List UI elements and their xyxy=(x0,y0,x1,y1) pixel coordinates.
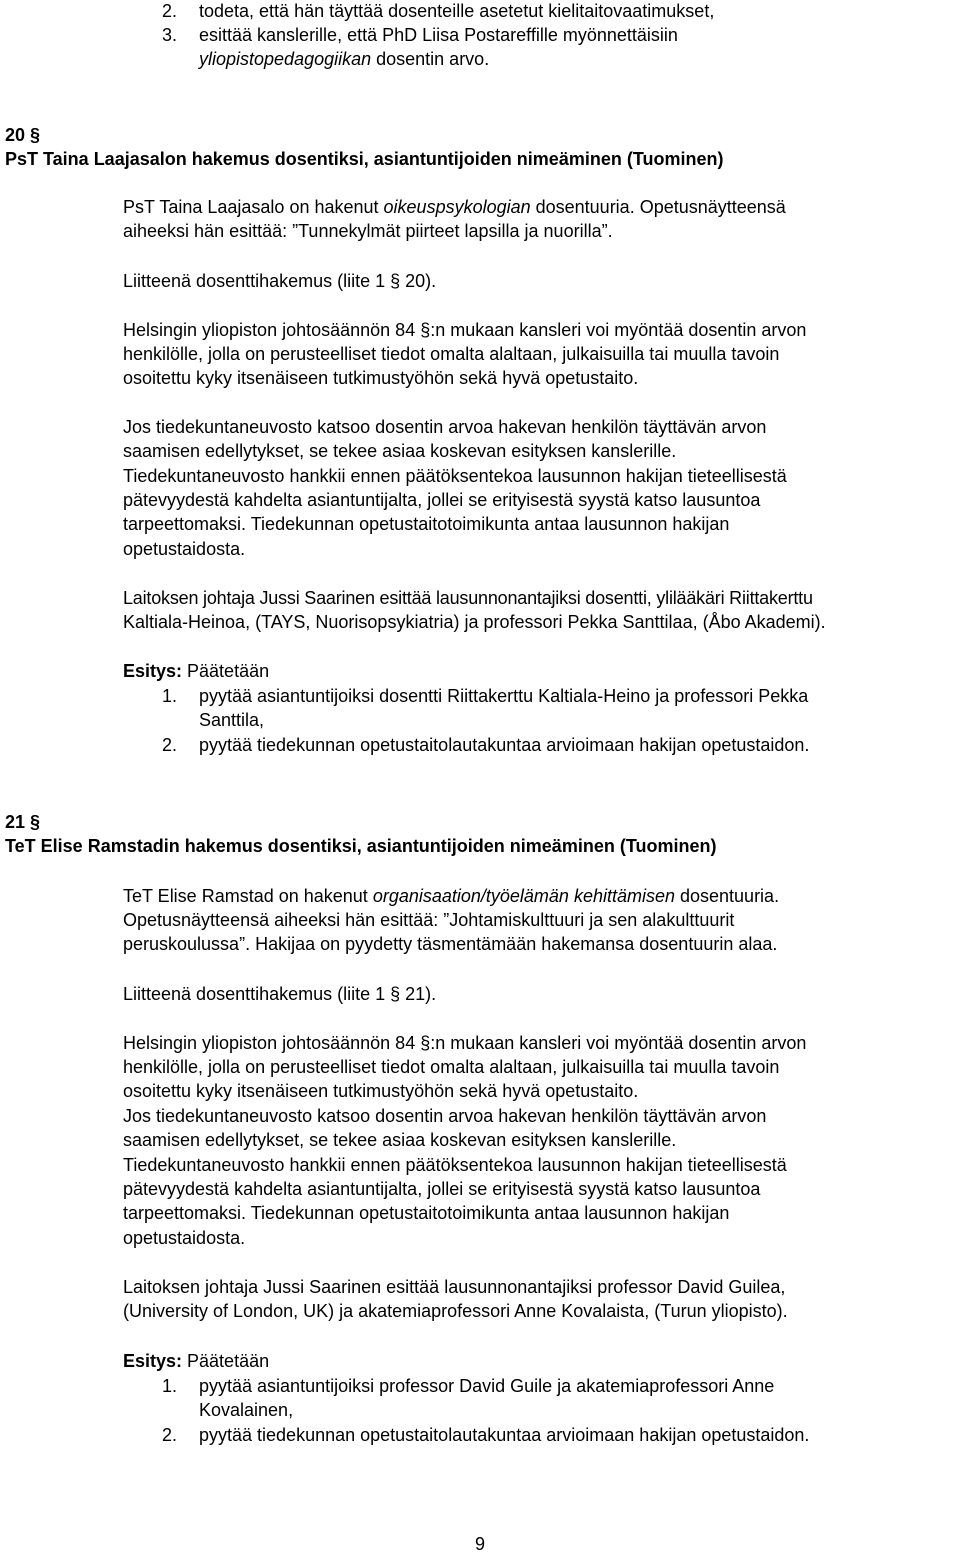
carryover-item-3-italic: yliopistopedagogiikan xyxy=(199,49,372,69)
section-20-attachment: Liitteenä dosenttihakemus (liite 1 § 20). xyxy=(123,271,437,291)
section-20-intro: PsT Taina Laajasalo on hakenut oikeuspsykologian dosentuuria. Opetusnäytteensä xyxy=(123,197,786,217)
section-20-item-1-text: Santtila, xyxy=(199,710,265,730)
section-21-number: 21 § xyxy=(5,812,41,832)
section-21-intro-line-3: peruskoulussa”. Hakijaa on pyydetty täsmentämään hakemansa dosentuurin alaa. xyxy=(123,934,778,954)
section-21-esitys: Esitys: Päätetään xyxy=(123,1351,270,1371)
section-21-proposal-line: Laitoksen johtaja Jussi Saarinen esittää lausunnonantajiksi professor David Guilea, xyxy=(123,1277,786,1297)
section-20-proposal-line: Kaltiala-Heinoa, (TAYS, Nuorisopsykiatria) ja professori Pekka Santtilaa, (Åbo Akademi). xyxy=(123,612,826,632)
section-20-council-line: saamisen edellytykset, se tekee asiaa koskevan esityksen kanslerille. xyxy=(123,441,677,461)
section-21-attachment: Liitteenä dosenttihakemus (liite 1 § 21). xyxy=(123,984,437,1004)
page-number: 9 xyxy=(474,1534,485,1554)
section-21-rule-line: saamisen edellytykset, se tekee asiaa koskevan esityksen kanslerille. xyxy=(123,1130,677,1150)
section-20-intro-line-2: aiheeksi hän esittää: ”Tunnekylmät piirteet lapsilla ja nuorilla”. xyxy=(123,221,613,241)
section-21-item-1-text: pyytää asiantuntijoiksi professor David Guile ja akatemiaprofessori Anne xyxy=(199,1376,775,1396)
section-21-rule-line: opetustaidosta. xyxy=(123,1228,246,1248)
section-21-esitys-label: Esitys: xyxy=(123,1351,183,1371)
section-21-item-1-text: Kovalainen, xyxy=(199,1400,294,1420)
section-21-rule-line: henkilölle, jolla on perusteelliset tiedot omalta alaltaan, julkaisuilla tai muulla tavoin xyxy=(123,1057,780,1077)
section-20-rule-line: henkilölle, jolla on perusteelliset tiedot omalta alaltaan, julkaisuilla tai muulla tavoin xyxy=(123,344,780,364)
section-21-item-2-number: 2. xyxy=(162,1425,178,1445)
section-20-item-2-text: pyytää tiedekunnan opetustaitolautakuntaa arvioimaan hakijan opetustaidon. xyxy=(199,735,810,755)
section-20-council-line: tarpeettomaksi. Tiedekunnan opetustaitotoimikunta antaa lausunnon hakijan xyxy=(123,514,730,534)
section-20-proposal-line: Laitoksen johtaja Jussi Saarinen esittää lausunnonantajiksi dosentti, ylilääkäri Riittakerttu xyxy=(123,588,813,608)
section-20-council-line: opetustaidosta. xyxy=(123,539,246,559)
carryover-item-2-text: todeta, että hän täyttää dosenteille asetetut kielitaitovaatimukset, xyxy=(199,1,715,21)
section-21-intro: TeT Elise Ramstad on hakenut organisaation/työelämän kehittämisen dosentuuria. xyxy=(123,886,780,906)
section-20-rule-line: Helsingin yliopiston johtosäännön 84 §:n mukaan kansleri voi myöntää dosentin arvon xyxy=(123,320,807,340)
section-20-item-1-text: pyytää asiantuntijoiksi dosentti Riittakerttu Kaltiala-Heino ja professori Pekka xyxy=(199,686,809,706)
section-21-proposal-line: (University of London, UK) ja akatemiaprofessori Anne Kovalaista, (Turun yliopisto). xyxy=(123,1301,788,1321)
section-21-item-1-number: 1. xyxy=(162,1376,178,1396)
section-20-title: PsT Taina Laajasalon hakemus dosentiksi, asiantuntijoiden nimeäminen (Tuominen) xyxy=(5,149,724,169)
section-21-rule-line: Tiedekuntaneuvosto hankkii ennen päätöksentekoa lausunnon hakijan tieteellisestä xyxy=(123,1155,787,1175)
section-20-number: 20 § xyxy=(5,125,41,145)
carryover-item-3-number: 3. xyxy=(162,25,178,45)
section-21-intro-line-2: Opetusnäytteensä aiheeksi hän esittää: ”Johtamiskulttuuri ja sen alakulttuurit xyxy=(123,910,735,930)
section-20-rule-line: osoitettu kyky itsenäiseen tutkimustyöhön sekä hyvä opetustaito. xyxy=(123,368,639,388)
carryover-item-3-continuation xyxy=(199,48,489,70)
section-20-item-2-number: 2. xyxy=(162,735,178,755)
section-21-rule-line: Jos tiedekuntaneuvosto katsoo dosentin arvoa hakevan henkilön täyttävän arvon xyxy=(123,1106,767,1126)
section-21-rule-line: osoitettu kyky itsenäiseen tutkimustyöhön sekä hyvä opetustaito. xyxy=(123,1081,639,1101)
section-20-council-line: Tiedekuntaneuvosto hankkii ennen päätöksentekoa lausunnon hakijan tieteellisestä xyxy=(123,466,787,486)
section-20-esitys: Esitys: Päätetään xyxy=(123,661,270,681)
section-21-rule-line: tarpeettomaksi. Tiedekunnan opetustaitotoimikunta antaa lausunnon hakijan xyxy=(123,1203,730,1223)
section-20-council-line: pätevyydestä kahdelta asiantuntijalta, jollei se erityisestä syystä katso lausuntoa xyxy=(123,490,761,510)
section-21-item-2-text: pyytää tiedekunnan opetustaitolautakuntaa arvioimaan hakijan opetustaidon. xyxy=(199,1425,810,1445)
section-20-esitys-label: Esitys: xyxy=(123,661,183,681)
section-21-title: TeT Elise Ramstadin hakemus dosentiksi, asiantuntijoiden nimeäminen (Tuominen) xyxy=(5,836,717,856)
carryover-item-3-text: esittää kanslerille, että PhD Liisa Postareffille myönnettäisiin xyxy=(199,25,678,45)
section-20-council-line: Jos tiedekuntaneuvosto katsoo dosentin arvoa hakevan henkilön täyttävän arvon xyxy=(123,417,767,437)
section-21-rule-line: Helsingin yliopiston johtosäännön 84 §:n mukaan kansleri voi myöntää dosentin arvon xyxy=(123,1033,807,1053)
carryover-item-2-number: 2. xyxy=(162,1,178,21)
section-21-rule-line: pätevyydestä kahdelta asiantuntijalta, jollei se erityisestä syystä katso lausuntoa xyxy=(123,1179,761,1199)
section-20-item-1-number: 1. xyxy=(162,686,178,706)
carryover-item-3-tail: dosentin arvo. xyxy=(371,49,490,69)
